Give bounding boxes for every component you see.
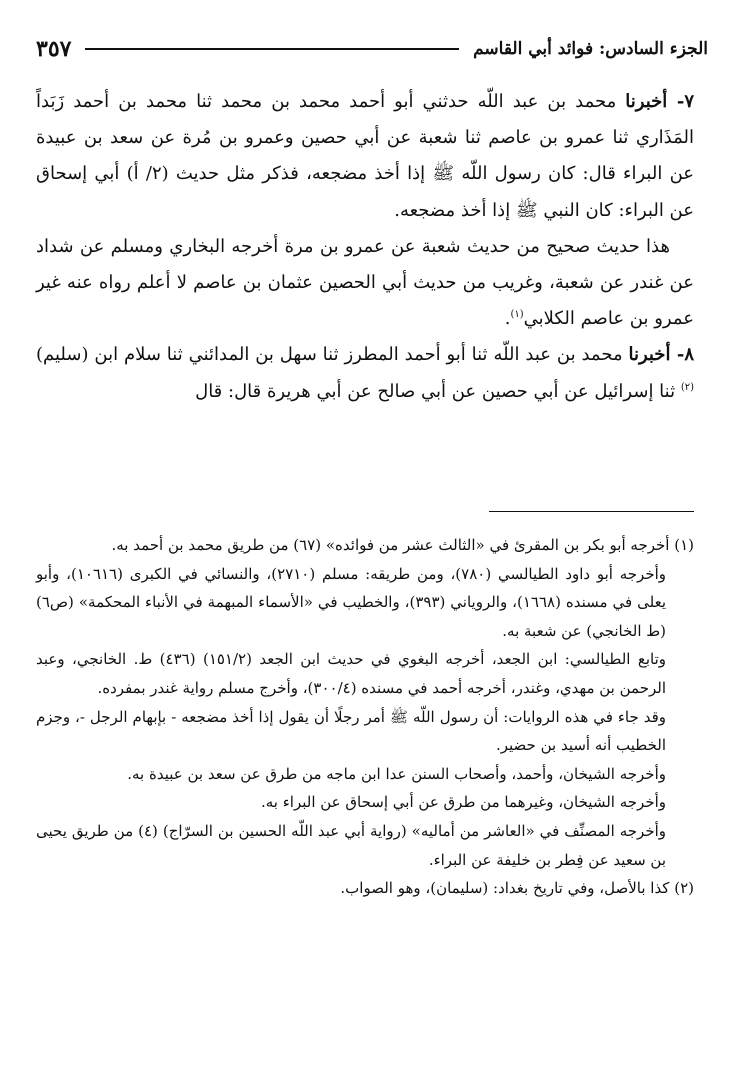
footnote-1-line-1: (١) أخرجه أبو بكر بن المقرئ في «الثالث عشر من فوائده» (٦٧) من طريق محمد بن أحمد به.: [111, 536, 694, 554]
footnote-1-line-6: وأخرجه الشيخان، وغيرهما من طرق عن أبي إسحاق عن البراء به.: [260, 793, 666, 812]
main-text: [36, 84, 694, 410]
footnote-1-line-5: وأخرجه الشيخان، وأحمد، وأصحاب السنن عدا ابن ماجه من طرق عن سعد بن عبيدة به.: [127, 764, 666, 783]
hadith-8-text-a: محمد بن عبد اللّه ثنا أبو أحمد المطرز ثنا سهل بن المدائني ثنا سلام ابن (سليم): [36, 344, 629, 366]
footnote-ref-2: (٢): [680, 381, 694, 393]
hadith-8-lead: ٨- أخبرنا: [628, 344, 694, 366]
footnote-1-line-7: وأخرجه المصنِّف في «العاشر من أماليه» (رواية أبي عبد اللّه الحسين بن السرّاج) (٤) من طريق يحيى بن سعيد عن فِطر بن خليفة عن البراء.: [36, 821, 666, 869]
running-title: الجزء السادس: فوائد أبي القاسم: [473, 39, 708, 59]
page-header: [36, 34, 708, 64]
footnotes: [36, 531, 694, 903]
header-rule: [85, 48, 459, 50]
footnote-1-line-2: وأخرجه أبو داود الطيالسي (٧٨٠)، ومن طريقه: مسلم (٢٧١٠)، والنسائي في الكبرى (١٠٦١٦)، وأبو يعلى في مسنده (١٦٦٨)، والروياني (٣٩٣)، والخطيب في «الأسماء المبهمة في الأنباء المحكمة» (ص٦) (ط الخانجي) عن شعبة به.: [36, 564, 667, 640]
hadith-8-text-b: ثنا إسرائيل عن أبي حصين عن أبي صالح عن أبي هريرة قال: قال: [195, 380, 681, 402]
hadith-8: [36, 337, 694, 409]
commentary-paragraph: [36, 229, 694, 338]
footnote-2: (٢) كذا بالأصل، وفي تاريخ بغداد: (سليمان)، وهو الصواب.: [340, 879, 694, 898]
footnote-1-line-4: وقد جاء في هذه الروايات: أن رسول اللّه ﷺ أمر رجلًا أن يقول إذا أخذ مضجعه - بإبهام الرجل -، وجزم الخطيب أنه أسيد بن حضير.: [36, 707, 666, 755]
footnote-ref-1: (١): [510, 309, 524, 321]
hadith-7-lead: ٧- أخبرنا: [625, 91, 694, 112]
commentary-end: .: [504, 308, 511, 330]
page-number: ٣٥٧: [36, 36, 72, 62]
footnote-1-line-3: وتابع الطيالسي: ابن الجعد، أخرجه البغوي في حديث ابن الجعد (١٥١/٢) (٤٣٦) ط. الخانجي، وعبد الرحمن بن مهدي، وغندر، أخرجه أحمد في مسنده (٣٠٠/٤)، وأخرج مسلم رواية غندر بمفرده.: [36, 650, 666, 697]
commentary-text: هذا حديث صحيح من حديث شعبة عن عمرو بن مرة أخرجه البخاري ومسلم عن شداد عن غندر عن شعبة، وغريب من حديث أبي الحصين عثمان بن عاصم لا أعلم رواه عنه غير عمرو بن عاصم الكلابي: [36, 235, 694, 330]
hadith-7-text: محمد بن عبد اللّه حدثني أبو أحمد محمد بن محمد ثنا محمد بن أحمد زَبَداً المَذَاري ثنا عمرو بن عاصم ثنا شعبة عن أبي حصين وعمرو بن مُرة عن سعد بن عبيدة عن البراء قال: كان رسول اللّه ﷺ إذا أخذ مضجعه، فذكر مثل حديث (٢/ أ) أبي إسحاق عن البراء: كان النبي ﷺ إذا أخذ مضجعه.: [36, 91, 695, 221]
footnote-separator: [489, 511, 694, 512]
hadith-7: [36, 84, 694, 229]
